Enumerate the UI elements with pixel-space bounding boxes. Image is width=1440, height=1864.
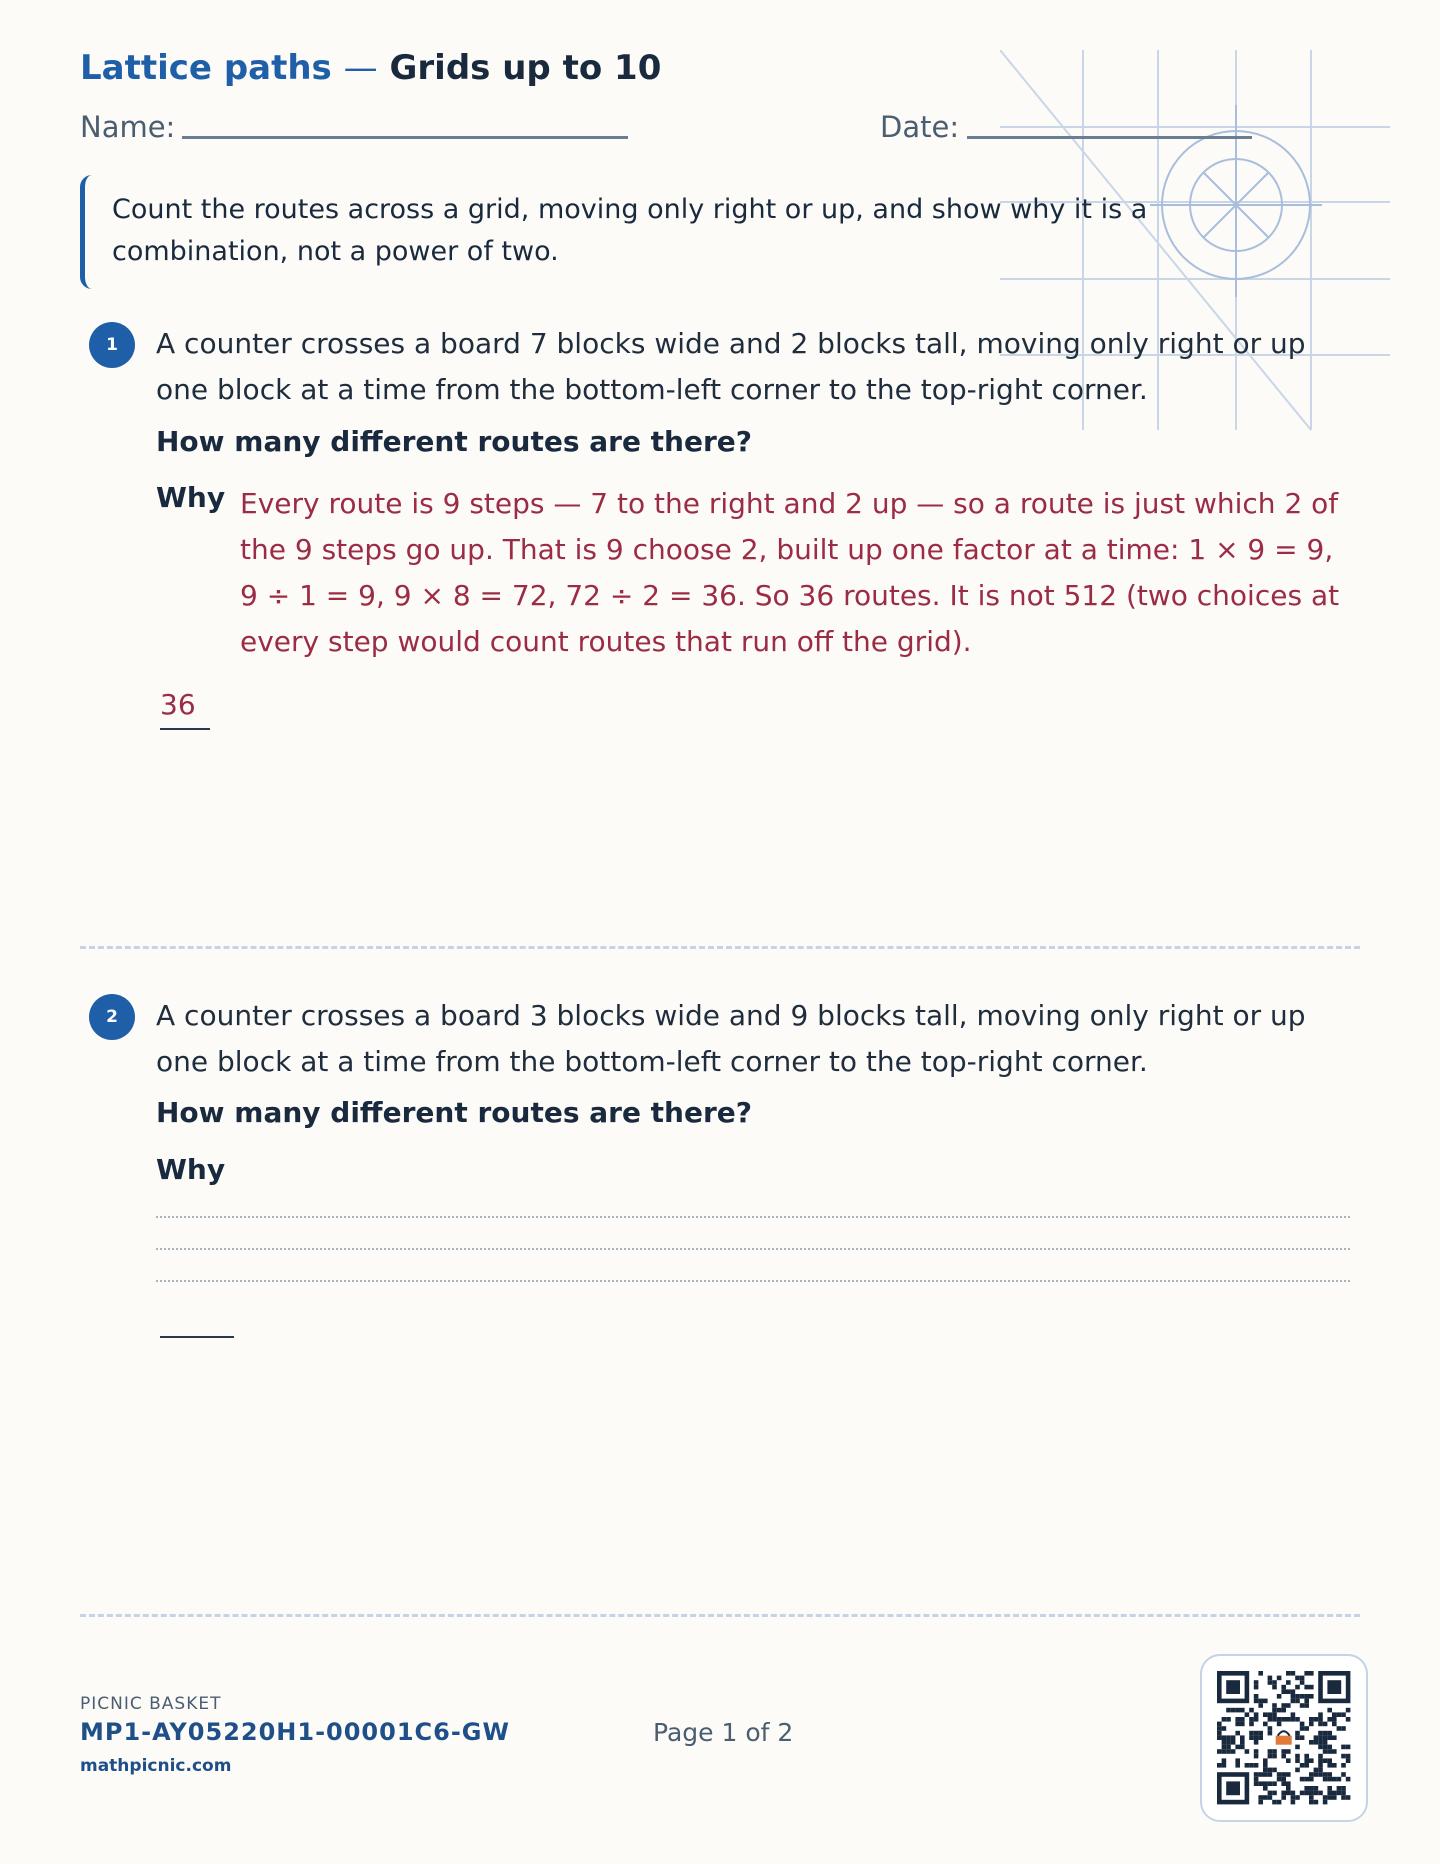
page-number: Page 1 of 2 — [653, 1718, 794, 1747]
title-topic: Lattice paths — [80, 48, 332, 88]
question-text: A counter crosses a board 3 blocks wide and 9 blocks tall, moving only right or up one block at a time from the bottom-left corner to the top-right corner. — [156, 999, 1306, 1078]
why-writing-line[interactable] — [156, 1216, 1350, 1218]
question-prompt: How many different routes are there? — [156, 425, 753, 458]
title-subtitle: Grids up to 10 — [389, 48, 662, 88]
name-label: Name: — [80, 110, 176, 144]
why-writing-line[interactable] — [156, 1280, 1350, 1282]
date-field[interactable] — [967, 136, 1252, 139]
answer-line — [160, 728, 210, 730]
question-text: A counter crosses a board 7 blocks wide and 2 blocks tall, moving only right or up one block at a time from the bottom-left corner to the top-right corner. — [156, 327, 1306, 406]
brand-name: PICNIC BASKET — [80, 1694, 222, 1714]
intro-instructions: Count the routes across a grid, moving only right or up, and show why it is a combination, not a power of two. — [112, 194, 1148, 267]
answer-line[interactable] — [160, 1336, 234, 1338]
section-divider — [80, 946, 1360, 949]
site-link[interactable]: mathpicnic.com — [80, 1756, 232, 1776]
qr-code — [1200, 1654, 1368, 1822]
why-writing-line[interactable] — [156, 1248, 1350, 1250]
worksheet-code: MP1-AY05220H1-00001C6-GW — [80, 1718, 510, 1746]
section-divider — [80, 1614, 1360, 1617]
question-number-badge: 2 — [89, 994, 135, 1040]
why-explanation: Every route is 9 steps — 7 to the right and 2 up — so a route is just which 2 of the 9 steps go up. That is 9 choose 2, built up one factor at a time: 1 × 9 = 9, 9 ÷ 1 = 9, 9 × 8 = 72, 72 ÷ 2 = 36. So 36 routes. It is not 512 (two choices at every step would count routes that run off the grid). — [240, 487, 1340, 658]
title-separator: — — [343, 48, 378, 88]
why-label: Why — [156, 1153, 226, 1186]
qr-code-icon — [1202, 1656, 1366, 1820]
question-number-badge: 1 — [89, 322, 135, 368]
question-prompt: How many different routes are there? — [156, 1096, 753, 1129]
name-field[interactable] — [182, 136, 628, 139]
answer-value: 36 — [160, 688, 196, 721]
date-label: Date: — [880, 110, 960, 144]
why-label: Why — [156, 481, 226, 514]
worksheet-title — [80, 48, 661, 88]
